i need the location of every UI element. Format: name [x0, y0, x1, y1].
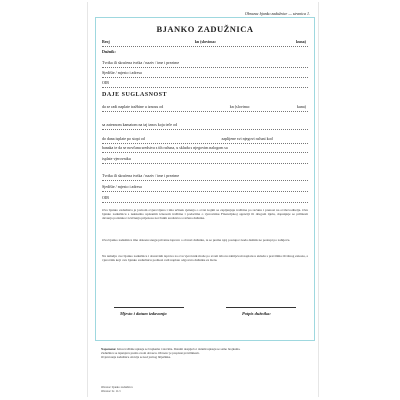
consent-line-2[interactable]: sa zateznom kamatom na taj iznos koja teče od [102, 122, 308, 130]
creditor-address-field[interactable]: Sjedište / mjesto i adresa [102, 184, 308, 192]
legal-paragraph-3: Na temelju ove bjanko zadužnice i dostavnih isprava za ovu vjerovnik može po svom izboru zahtijevati naplatu u skladu s pravilima Ovršnog zakona, a vjerovnik koji ovu bjanko zadužnicu podnosi radi naplate odgovara dužniku za štetu. [102, 254, 308, 263]
consent-line-4[interactable]: banaka te da se novčana sredstva s tih računa, u skladu s njegovim nalogom sa [102, 145, 308, 153]
place-date-label: Mjesto i datum izdavanja [120, 311, 167, 316]
consent-line-5[interactable]: isplate vjerovniku [102, 156, 308, 164]
debtor-signature-line[interactable] [226, 306, 296, 308]
place-date-line[interactable] [114, 306, 184, 308]
amount-row-mid: kn (slovima: [194, 39, 216, 44]
consent-line-1-end: kuna) [296, 104, 306, 109]
consent-line-3[interactable] [102, 136, 308, 144]
debtor-oib-field[interactable]: OIB [102, 80, 308, 88]
debtor-address-field[interactable]: Sjedište / mjesto i adresa [102, 70, 308, 78]
document-title: BJANKO ZADUŽNICA [156, 24, 254, 34]
footer-code [101, 386, 133, 393]
consent-line-1[interactable] [102, 104, 308, 112]
creditor-name-field[interactable]: Tvrtka ili skraćena tvrtka / naziv / ime i prezime [102, 173, 308, 181]
amount-row[interactable] [102, 39, 308, 47]
notes-section [101, 347, 308, 359]
document-sheet [87, 2, 319, 397]
legal-paragraph-2: Ova bjanko zadužnica ima dokazu snagu privatne isprave o obvezi dužnika, te se prema njoj postupa i kada dužnik ne postupi po zahtjevu. [102, 238, 291, 242]
debtor-signature-label: Potpis dužnika: [242, 311, 271, 316]
debtor-name-field[interactable]: Tvrtka ili skraćena tvrtka / naziv / ime i prezime [102, 60, 308, 68]
notes-line-2: Zadužnica se ispunjava prema ovom obrascu. Obrazac je propisan pravilnikom. [101, 351, 200, 355]
legal-paragraph-1: Ova bjanko zadužnica je javnom ovjerovljena i ima učinak rješenja o ovrsi kojim se zapljenjuje tražbina po računu i prenosi na ovrhovoditelja. Ovu bjanko zadužnicu s naknadno upisanim iznosom tražbine i podacima o vjerovniku Financijskoj agenciji ili drugom tijelu, dopunjuje se prilikom davanja podataka i izvršenja prijenosa novčanih sredstava s računa dužnika. [102, 208, 308, 221]
consent-line-3-text: do dana isplate po stopi od [102, 136, 145, 141]
consent-heading: DAJE SUGLASNOST [102, 92, 168, 98]
debtor-label: Dužnik: [102, 49, 116, 54]
amount-row-label: Broj [102, 39, 110, 44]
form-frame [95, 17, 315, 341]
footer-code-line-1: Obrazac bjanko zadužnica [101, 385, 133, 389]
notes-line-3: Ovjeravanje zadužnice obavlja se kod javnog bilježnika. [101, 355, 171, 359]
page-header: Obrazac bjanko zadužnice — stranica 1. [244, 11, 310, 16]
creditor-oib-field[interactable]: OIB [102, 195, 308, 203]
amount-row-end: kuna) [295, 39, 306, 44]
consent-line-1-mid: kn (slovima: [229, 104, 250, 109]
footer-code-line-2: Obrazac br. 11/1 [101, 388, 121, 393]
notes-line-1: Iznos tražbine upisuje se brojkama i slovima. Datumi dospijeća i datumi upisuju se samo brojkama. [117, 347, 241, 351]
notes-heading: Napomena: [101, 347, 117, 351]
consent-line-1-text: da se radi naplate tražbine u iznosu od [102, 104, 164, 109]
consent-line-3-mid: zaplijene svi njegovi računi kod [221, 136, 273, 141]
